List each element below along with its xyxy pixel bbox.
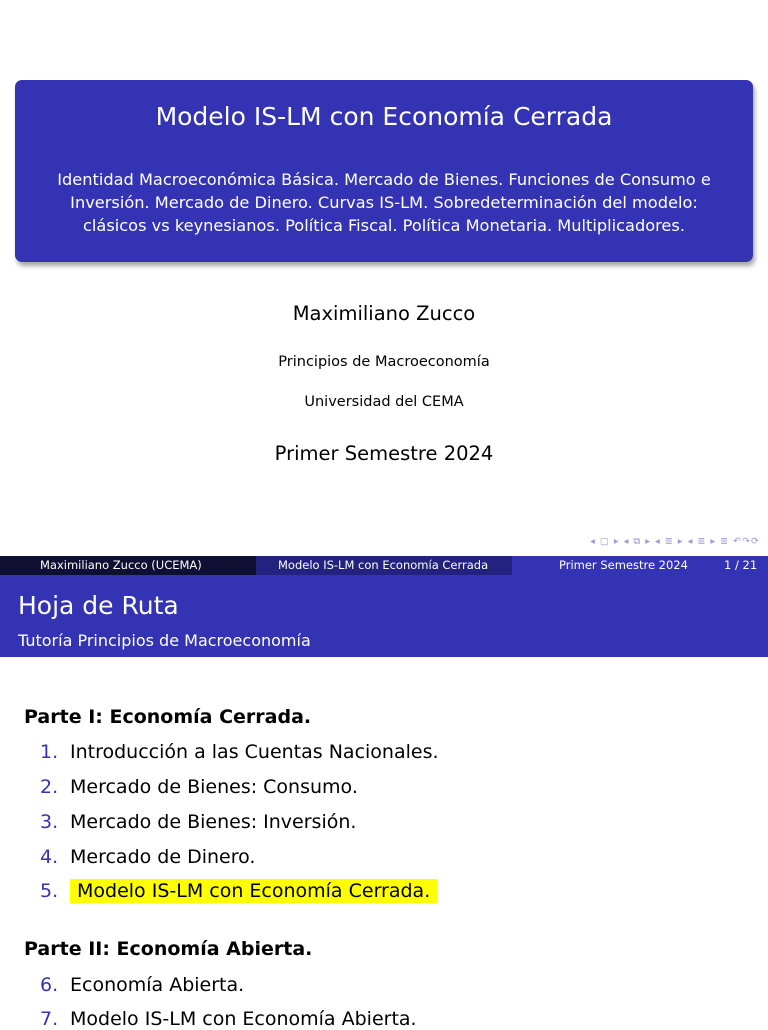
item-number: 4.	[40, 846, 59, 868]
subtitle-line: clásicos vs keynesianos. Política Fiscal. Política Monetaria. Multiplicadores.	[83, 216, 685, 235]
item-text: Modelo IS-LM con Economía Abierta.	[70, 1008, 417, 1030]
institution-name: Universidad del CEMA	[304, 394, 464, 410]
frame-header	[0, 575, 768, 657]
footer-date: Primer Semestre 2024	[559, 558, 688, 572]
frame-subtitle: Tutoría Principios de Macroeconomía	[18, 631, 311, 650]
title-block	[15, 80, 753, 262]
subtitle-line: Inversión. Mercado de Dinero. Curvas IS-LM. Sobredeterminación del modelo:	[70, 193, 698, 212]
item-text: Economía Abierta.	[70, 974, 245, 996]
item-text: Mercado de Dinero.	[70, 846, 256, 868]
item-number: 3.	[40, 811, 59, 833]
footer-author: Maximiliano Zucco (UCEMA)	[40, 558, 202, 572]
semester-date: Primer Semestre 2024	[274, 442, 494, 465]
list-item	[40, 1008, 417, 1030]
part-heading: Parte II: Economía Abierta.	[24, 938, 313, 960]
slide-footer	[0, 556, 768, 575]
list-item	[40, 974, 244, 996]
item-number: 1.	[40, 741, 59, 763]
footer-date-section	[512, 556, 768, 575]
presentation-subtitle	[55, 168, 713, 237]
list-item	[40, 811, 356, 833]
beamer-navigation-icons[interactable]: ◂ ▢ ▸ ◂ ⧉ ▸ ◂ ≣ ▸ ◂ ≣ ▸ ≣ ↶↷⟳	[590, 536, 760, 547]
list-item	[40, 776, 358, 798]
item-text: Mercado de Bienes: Inversión.	[70, 811, 357, 833]
highlighted-item-text: Modelo IS-LM con Economía Cerrada.	[70, 879, 437, 903]
author-name: Maximiliano Zucco	[292, 302, 476, 325]
list-item-current	[40, 880, 437, 902]
item-number: 7.	[40, 1008, 59, 1030]
footer-title: Modelo IS-LM con Economía Cerrada	[278, 558, 489, 572]
part-heading: Parte I: Economía Cerrada.	[24, 706, 312, 728]
footer-title-section	[256, 556, 512, 575]
presentation-title: Modelo IS-LM con Economía Cerrada	[155, 102, 613, 131]
list-item	[40, 846, 255, 868]
list-item	[40, 741, 439, 763]
item-text: Introducción a las Cuentas Nacionales.	[70, 741, 439, 763]
footer-author-section	[0, 556, 256, 575]
footer-page-number: 1 / 21	[724, 558, 758, 572]
item-text: Mercado de Bienes: Consumo.	[70, 776, 358, 798]
item-number: 2.	[40, 776, 59, 798]
item-number: 6.	[40, 974, 59, 996]
course-name: Principios de Macroeconomía	[278, 354, 490, 370]
subtitle-line: Identidad Macroeconómica Básica. Mercado de Bienes. Funciones de Consumo e	[57, 170, 711, 189]
item-number: 5.	[40, 880, 59, 902]
frame-title: Hoja de Ruta	[18, 591, 179, 620]
